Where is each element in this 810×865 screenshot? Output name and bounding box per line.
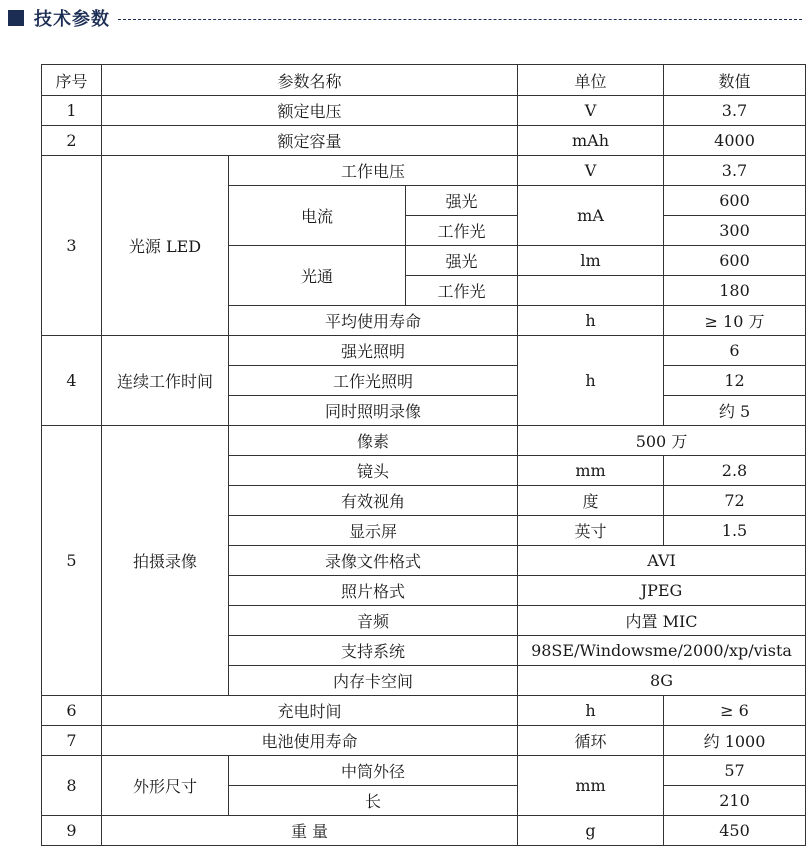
param-unit: mm (518, 756, 664, 816)
param-value: 3.7 (664, 156, 806, 186)
table-row (42, 726, 806, 756)
param-subgroup-name: 光通 (229, 246, 406, 306)
param-value: 450 (664, 816, 806, 846)
param-subgroup-name: 电流 (229, 186, 406, 246)
param-value: 约 5 (664, 396, 806, 426)
param-name: 照片格式 (229, 576, 518, 606)
param-group-name: 光源 LED (102, 156, 229, 336)
param-unit: h (518, 336, 664, 426)
param-name: 强光 (406, 186, 518, 216)
param-group-name: 外形尺寸 (102, 756, 229, 816)
table-row (42, 96, 806, 126)
row-index: 4 (42, 336, 102, 426)
param-name: 内存卡空间 (229, 666, 518, 696)
header-name: 参数名称 (102, 65, 518, 96)
param-value: 1.5 (664, 516, 806, 546)
param-unit: g (518, 816, 664, 846)
row-index: 1 (42, 96, 102, 126)
param-group-name: 拍摄录像 (102, 426, 229, 696)
spec-table (41, 64, 806, 846)
table-row (42, 816, 806, 846)
param-name: 工作光 (406, 276, 518, 306)
param-name: 显示屏 (229, 516, 518, 546)
param-name: 重 量 (102, 816, 518, 846)
param-name: 强光照明 (229, 336, 518, 366)
param-unit: V (518, 156, 664, 186)
param-name: 音频 (229, 606, 518, 636)
param-value: JPEG (518, 576, 806, 606)
param-value: 600 (664, 186, 806, 216)
param-value: 300 (664, 216, 806, 246)
param-name: 像素 (229, 426, 518, 456)
param-value: 12 (664, 366, 806, 396)
row-index: 2 (42, 126, 102, 156)
row-index: 6 (42, 696, 102, 726)
section-header (8, 6, 802, 30)
section-title: 技术参数 (34, 9, 110, 30)
row-index: 3 (42, 156, 102, 336)
param-unit: 英寸 (518, 516, 664, 546)
header-value: 数值 (664, 65, 806, 96)
param-unit: mA (518, 186, 664, 246)
param-value: 内置 MIC (518, 606, 806, 636)
param-name: 有效视角 (229, 486, 518, 516)
param-name: 长 (229, 786, 518, 816)
row-index: 9 (42, 816, 102, 846)
table-row (42, 126, 806, 156)
row-index: 8 (42, 756, 102, 816)
param-name: 工作电压 (229, 156, 518, 186)
param-value: 3.7 (664, 96, 806, 126)
param-name: 平均使用寿命 (229, 306, 518, 336)
param-name: 工作光照明 (229, 366, 518, 396)
param-name: 中筒外径 (229, 756, 518, 786)
param-value: 98SE/Windowsme/2000/xp/vista (518, 636, 806, 666)
param-name: 工作光 (406, 216, 518, 246)
param-value: 600 (664, 246, 806, 276)
param-value: 4000 (664, 126, 806, 156)
dashed-divider (118, 19, 802, 20)
param-unit: h (518, 306, 664, 336)
table-row (42, 696, 806, 726)
param-value: 8G (518, 666, 806, 696)
param-unit: 度 (518, 486, 664, 516)
table-row (42, 426, 806, 456)
param-unit-empty (518, 276, 664, 306)
param-name: 强光 (406, 246, 518, 276)
param-value: AVI (518, 546, 806, 576)
table-header-row (42, 65, 806, 96)
param-value: 72 (664, 486, 806, 516)
param-name: 充电时间 (102, 696, 518, 726)
param-name: 额定电压 (102, 96, 518, 126)
param-value: 180 (664, 276, 806, 306)
header-unit: 单位 (518, 65, 664, 96)
param-unit: 循环 (518, 726, 664, 756)
param-unit: lm (518, 246, 664, 276)
param-name: 额定容量 (102, 126, 518, 156)
param-name: 录像文件格式 (229, 546, 518, 576)
table-row (42, 336, 806, 366)
param-name: 同时照明录像 (229, 396, 518, 426)
param-unit: mAh (518, 126, 664, 156)
table-row (42, 156, 806, 186)
param-value: 6 (664, 336, 806, 366)
param-name: 电池使用寿命 (102, 726, 518, 756)
param-unit: mm (518, 456, 664, 486)
param-value: 57 (664, 756, 806, 786)
param-value: 500 万 (518, 426, 806, 456)
param-group-name: 连续工作时间 (102, 336, 229, 426)
param-name: 支持系统 (229, 636, 518, 666)
param-value: ≥ 10 万 (664, 306, 806, 336)
square-bullet-icon (8, 10, 24, 26)
param-unit: V (518, 96, 664, 126)
header-index: 序号 (42, 65, 102, 96)
table-row (42, 756, 806, 786)
param-value: 2.8 (664, 456, 806, 486)
row-index: 5 (42, 426, 102, 696)
param-value: 约 1000 (664, 726, 806, 756)
param-name: 镜头 (229, 456, 518, 486)
param-value: ≥ 6 (664, 696, 806, 726)
param-value: 210 (664, 786, 806, 816)
param-unit: h (518, 696, 664, 726)
row-index: 7 (42, 726, 102, 756)
